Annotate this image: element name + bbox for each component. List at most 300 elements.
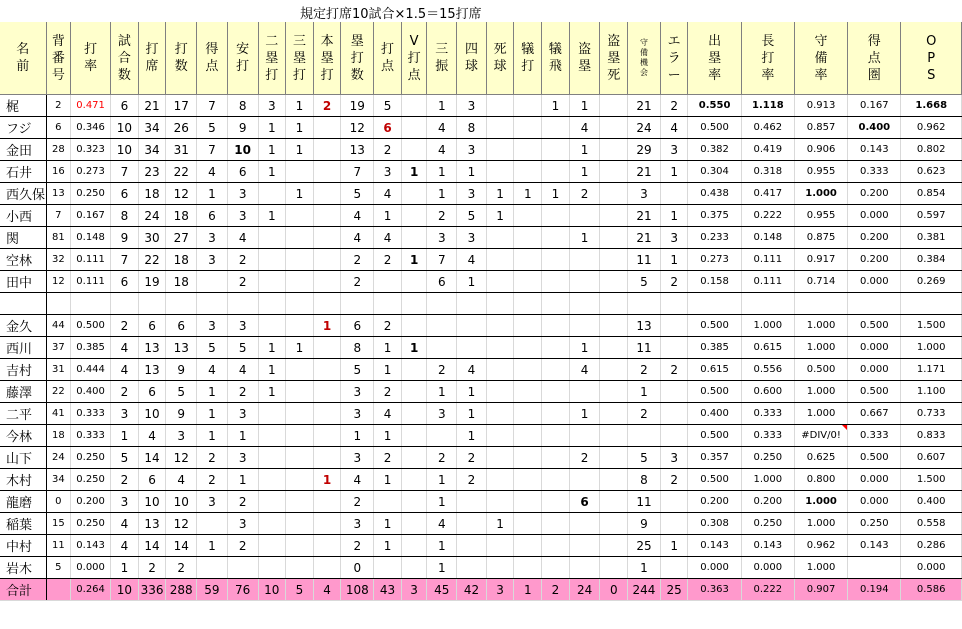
table-cell[interactable]: 2 bbox=[46, 95, 71, 117]
table-cell[interactable] bbox=[401, 271, 427, 293]
table-cell[interactable] bbox=[486, 315, 514, 337]
table-cell[interactable]: 2 bbox=[341, 249, 374, 271]
total-cell[interactable]: 0.586 bbox=[901, 579, 962, 601]
table-cell[interactable] bbox=[514, 513, 542, 535]
table-cell[interactable] bbox=[457, 557, 487, 579]
table-cell[interactable] bbox=[401, 469, 427, 491]
table-cell[interactable]: 0.962 bbox=[794, 535, 847, 557]
table-cell[interactable] bbox=[313, 491, 341, 513]
column-header[interactable] bbox=[688, 22, 741, 95]
table-cell[interactable]: 4 bbox=[111, 535, 139, 557]
table-cell[interactable]: 4 bbox=[197, 359, 228, 381]
total-cell[interactable]: 288 bbox=[166, 579, 197, 601]
table-cell[interactable] bbox=[313, 183, 341, 205]
table-cell[interactable] bbox=[569, 315, 600, 337]
table-cell[interactable]: 0.111 bbox=[741, 249, 794, 271]
table-cell[interactable]: 3 bbox=[457, 227, 487, 249]
table-cell[interactable]: 3 bbox=[628, 183, 661, 205]
table-cell[interactable]: 3 bbox=[341, 513, 374, 535]
table-cell[interactable] bbox=[628, 425, 661, 447]
table-cell[interactable] bbox=[341, 293, 374, 315]
player-name-cell[interactable]: 今林 bbox=[0, 425, 46, 447]
table-cell[interactable] bbox=[660, 557, 688, 579]
player-name-cell[interactable]: 中村 bbox=[0, 535, 46, 557]
table-cell[interactable]: 1.000 bbox=[794, 557, 847, 579]
table-cell[interactable]: 4 bbox=[227, 227, 258, 249]
table-cell[interactable]: 24 bbox=[46, 447, 71, 469]
table-cell[interactable]: 2 bbox=[374, 315, 402, 337]
total-cell[interactable]: 10 bbox=[111, 579, 139, 601]
table-cell[interactable]: 3 bbox=[258, 95, 286, 117]
table-cell[interactable]: 2 bbox=[427, 205, 457, 227]
table-cell[interactable] bbox=[514, 95, 542, 117]
table-cell[interactable]: 37 bbox=[46, 337, 71, 359]
table-cell[interactable]: 4 bbox=[341, 227, 374, 249]
table-cell[interactable]: 1 bbox=[197, 403, 228, 425]
table-cell[interactable]: 1 bbox=[374, 425, 402, 447]
table-cell[interactable]: 3 bbox=[227, 403, 258, 425]
table-cell[interactable] bbox=[542, 139, 570, 161]
table-cell[interactable]: 13 bbox=[46, 183, 71, 205]
table-cell[interactable]: 0.800 bbox=[794, 469, 847, 491]
table-cell[interactable]: 1 bbox=[660, 535, 688, 557]
table-cell[interactable]: 0.111 bbox=[71, 271, 111, 293]
table-cell[interactable] bbox=[286, 513, 314, 535]
table-cell[interactable]: 0.323 bbox=[71, 139, 111, 161]
table-cell[interactable] bbox=[660, 513, 688, 535]
table-cell[interactable] bbox=[542, 447, 570, 469]
table-cell[interactable]: 1 bbox=[660, 205, 688, 227]
table-cell[interactable]: 1.000 bbox=[901, 337, 962, 359]
table-cell[interactable]: 1.171 bbox=[901, 359, 962, 381]
table-cell[interactable]: 0.000 bbox=[848, 337, 901, 359]
table-cell[interactable] bbox=[514, 117, 542, 139]
table-cell[interactable]: 0.200 bbox=[688, 491, 741, 513]
table-cell[interactable] bbox=[401, 513, 427, 535]
table-cell[interactable]: 19 bbox=[138, 271, 166, 293]
table-cell[interactable]: 3 bbox=[374, 161, 402, 183]
table-cell[interactable] bbox=[600, 557, 628, 579]
table-cell[interactable]: 2 bbox=[227, 271, 258, 293]
table-cell[interactable]: 9 bbox=[166, 403, 197, 425]
table-cell[interactable]: 6 bbox=[427, 271, 457, 293]
table-cell[interactable]: 7 bbox=[197, 139, 228, 161]
table-cell[interactable] bbox=[457, 315, 487, 337]
total-cell[interactable]: 3 bbox=[486, 579, 514, 601]
player-name-cell[interactable]: 金田 bbox=[0, 139, 46, 161]
table-cell[interactable]: 6 bbox=[138, 381, 166, 403]
table-cell[interactable]: 0.955 bbox=[794, 205, 847, 227]
table-cell[interactable]: 31 bbox=[46, 359, 71, 381]
table-cell[interactable] bbox=[166, 293, 197, 315]
player-name-cell[interactable]: 田中 bbox=[0, 271, 46, 293]
player-name-cell[interactable]: 関 bbox=[0, 227, 46, 249]
table-cell[interactable]: 8 bbox=[341, 337, 374, 359]
table-cell[interactable] bbox=[313, 205, 341, 227]
table-cell[interactable]: 1 bbox=[486, 205, 514, 227]
table-cell[interactable]: 1 bbox=[628, 381, 661, 403]
table-cell[interactable] bbox=[514, 359, 542, 381]
table-cell[interactable]: 1 bbox=[457, 161, 487, 183]
table-cell[interactable]: 1 bbox=[486, 513, 514, 535]
table-cell[interactable]: 15 bbox=[46, 513, 71, 535]
table-cell[interactable]: 0.385 bbox=[71, 337, 111, 359]
table-cell[interactable]: 1 bbox=[197, 535, 228, 557]
table-cell[interactable] bbox=[542, 315, 570, 337]
table-cell[interactable] bbox=[542, 557, 570, 579]
table-cell[interactable]: 2 bbox=[628, 403, 661, 425]
table-cell[interactable]: 4 bbox=[111, 337, 139, 359]
table-cell[interactable]: 1.100 bbox=[901, 381, 962, 403]
column-header[interactable] bbox=[0, 22, 46, 95]
table-cell[interactable] bbox=[286, 491, 314, 513]
table-cell[interactable]: 2 bbox=[341, 535, 374, 557]
table-cell[interactable] bbox=[313, 161, 341, 183]
table-cell[interactable]: 6 bbox=[227, 161, 258, 183]
column-header[interactable] bbox=[111, 22, 139, 95]
table-cell[interactable]: 3 bbox=[227, 183, 258, 205]
table-cell[interactable]: 41 bbox=[46, 403, 71, 425]
table-cell[interactable]: 7 bbox=[197, 95, 228, 117]
table-cell[interactable]: 0.143 bbox=[848, 139, 901, 161]
table-cell[interactable] bbox=[514, 161, 542, 183]
table-cell[interactable] bbox=[138, 293, 166, 315]
table-cell[interactable]: 0.623 bbox=[901, 161, 962, 183]
table-cell[interactable] bbox=[286, 161, 314, 183]
table-cell[interactable]: 2 bbox=[569, 447, 600, 469]
table-cell[interactable]: 0.111 bbox=[741, 271, 794, 293]
table-cell[interactable] bbox=[514, 403, 542, 425]
table-cell[interactable]: 1 bbox=[286, 337, 314, 359]
table-cell[interactable]: 0.833 bbox=[901, 425, 962, 447]
table-cell[interactable]: 5 bbox=[166, 381, 197, 403]
table-cell[interactable]: 12 bbox=[166, 513, 197, 535]
table-cell[interactable] bbox=[313, 359, 341, 381]
table-cell[interactable]: 2 bbox=[166, 557, 197, 579]
table-cell[interactable] bbox=[313, 535, 341, 557]
table-cell[interactable] bbox=[628, 293, 661, 315]
table-cell[interactable]: 1 bbox=[258, 139, 286, 161]
table-cell[interactable]: 1 bbox=[313, 469, 341, 491]
table-cell[interactable] bbox=[313, 271, 341, 293]
table-cell[interactable]: 0.250 bbox=[71, 513, 111, 535]
table-cell[interactable]: 1 bbox=[427, 161, 457, 183]
table-cell[interactable] bbox=[514, 535, 542, 557]
player-name-cell[interactable]: 西久保 bbox=[0, 183, 46, 205]
table-cell[interactable] bbox=[286, 359, 314, 381]
table-cell[interactable]: 11 bbox=[628, 337, 661, 359]
table-cell[interactable]: 1 bbox=[374, 359, 402, 381]
table-cell[interactable] bbox=[741, 293, 794, 315]
table-cell[interactable]: 0.607 bbox=[901, 447, 962, 469]
table-cell[interactable]: 1 bbox=[427, 381, 457, 403]
player-name-cell[interactable]: 梶 bbox=[0, 95, 46, 117]
table-cell[interactable]: 0.333 bbox=[741, 403, 794, 425]
table-cell[interactable]: 4 bbox=[111, 359, 139, 381]
table-cell[interactable] bbox=[401, 227, 427, 249]
table-cell[interactable]: 1.118 bbox=[741, 95, 794, 117]
table-cell[interactable]: 3 bbox=[427, 403, 457, 425]
table-cell[interactable]: 0.857 bbox=[794, 117, 847, 139]
table-cell[interactable]: 18 bbox=[138, 183, 166, 205]
table-cell[interactable]: 2 bbox=[457, 469, 487, 491]
table-cell[interactable] bbox=[457, 337, 487, 359]
table-cell[interactable]: 2 bbox=[111, 469, 139, 491]
table-cell[interactable]: 2 bbox=[374, 139, 402, 161]
column-header[interactable] bbox=[628, 22, 661, 95]
table-cell[interactable]: 3 bbox=[341, 403, 374, 425]
table-cell[interactable]: 0.615 bbox=[688, 359, 741, 381]
table-cell[interactable]: 3 bbox=[227, 447, 258, 469]
column-header[interactable] bbox=[848, 22, 901, 95]
table-cell[interactable]: 1.000 bbox=[794, 513, 847, 535]
table-cell[interactable]: 3 bbox=[660, 139, 688, 161]
table-cell[interactable]: 3 bbox=[227, 205, 258, 227]
table-cell[interactable]: 0.111 bbox=[71, 249, 111, 271]
table-cell[interactable]: 0.444 bbox=[71, 359, 111, 381]
table-cell[interactable]: 5 bbox=[197, 337, 228, 359]
column-header[interactable] bbox=[197, 22, 228, 95]
table-cell[interactable]: 0.143 bbox=[848, 535, 901, 557]
table-cell[interactable] bbox=[542, 337, 570, 359]
table-cell[interactable] bbox=[660, 315, 688, 337]
table-cell[interactable]: 6 bbox=[138, 315, 166, 337]
table-cell[interactable] bbox=[401, 535, 427, 557]
table-cell[interactable] bbox=[258, 315, 286, 337]
table-cell[interactable] bbox=[401, 557, 427, 579]
table-cell[interactable]: 5 bbox=[111, 447, 139, 469]
total-cell[interactable]: 5 bbox=[286, 579, 314, 601]
table-cell[interactable]: 0.802 bbox=[901, 139, 962, 161]
table-cell[interactable]: 0.143 bbox=[741, 535, 794, 557]
table-cell[interactable]: 3 bbox=[227, 315, 258, 337]
table-cell[interactable] bbox=[542, 469, 570, 491]
table-cell[interactable]: 3 bbox=[197, 227, 228, 249]
table-cell[interactable]: 7 bbox=[111, 249, 139, 271]
table-cell[interactable]: 4 bbox=[660, 117, 688, 139]
table-cell[interactable]: 10 bbox=[111, 117, 139, 139]
total-cell[interactable]: 3 bbox=[401, 579, 427, 601]
table-cell[interactable]: 2 bbox=[111, 381, 139, 403]
player-name-cell[interactable]: 岩木 bbox=[0, 557, 46, 579]
table-cell[interactable]: 0.500 bbox=[848, 447, 901, 469]
table-cell[interactable]: 0.346 bbox=[71, 117, 111, 139]
table-cell[interactable]: 3 bbox=[227, 513, 258, 535]
total-cell[interactable]: 0.264 bbox=[71, 579, 111, 601]
table-cell[interactable]: 30 bbox=[138, 227, 166, 249]
table-cell[interactable]: 13 bbox=[138, 337, 166, 359]
player-name-cell[interactable]: 西川 bbox=[0, 337, 46, 359]
table-cell[interactable]: 3 bbox=[197, 315, 228, 337]
table-cell[interactable]: 2 bbox=[227, 381, 258, 403]
column-header[interactable] bbox=[794, 22, 847, 95]
table-cell[interactable] bbox=[542, 205, 570, 227]
table-cell[interactable] bbox=[401, 95, 427, 117]
table-cell[interactable]: 5 bbox=[227, 337, 258, 359]
table-cell[interactable] bbox=[286, 205, 314, 227]
table-cell[interactable]: 0.400 bbox=[848, 117, 901, 139]
table-cell[interactable] bbox=[197, 557, 228, 579]
table-cell[interactable]: 21 bbox=[628, 161, 661, 183]
table-cell[interactable]: 2 bbox=[227, 491, 258, 513]
table-cell[interactable]: 11 bbox=[628, 491, 661, 513]
table-cell[interactable]: 1 bbox=[542, 95, 570, 117]
total-cell[interactable]: 59 bbox=[197, 579, 228, 601]
table-cell[interactable]: 6 bbox=[341, 315, 374, 337]
player-name-cell[interactable]: 小西 bbox=[0, 205, 46, 227]
table-cell[interactable]: 1 bbox=[569, 227, 600, 249]
table-cell[interactable]: 81 bbox=[46, 227, 71, 249]
player-name-cell[interactable]: 龍磨 bbox=[0, 491, 46, 513]
table-cell[interactable]: 1 bbox=[258, 117, 286, 139]
total-cell[interactable]: 2 bbox=[542, 579, 570, 601]
table-cell[interactable] bbox=[313, 381, 341, 403]
table-cell[interactable]: 14 bbox=[138, 535, 166, 557]
table-cell[interactable]: 6 bbox=[569, 491, 600, 513]
table-cell[interactable] bbox=[794, 293, 847, 315]
total-cell[interactable]: 42 bbox=[457, 579, 487, 601]
table-cell[interactable] bbox=[542, 513, 570, 535]
table-cell[interactable]: 22 bbox=[46, 381, 71, 403]
table-cell[interactable]: 12 bbox=[166, 183, 197, 205]
column-header[interactable] bbox=[46, 22, 71, 95]
table-cell[interactable]: 5 bbox=[628, 271, 661, 293]
table-cell[interactable]: 22 bbox=[166, 161, 197, 183]
table-cell[interactable] bbox=[514, 315, 542, 337]
table-cell[interactable]: 23 bbox=[138, 161, 166, 183]
table-cell[interactable]: 1 bbox=[258, 381, 286, 403]
table-cell[interactable] bbox=[197, 513, 228, 535]
table-cell[interactable]: 5 bbox=[628, 447, 661, 469]
table-cell[interactable] bbox=[286, 469, 314, 491]
table-cell[interactable] bbox=[486, 425, 514, 447]
table-cell[interactable]: 1 bbox=[227, 425, 258, 447]
table-cell[interactable]: 0.955 bbox=[794, 161, 847, 183]
table-cell[interactable]: 0.500 bbox=[688, 315, 741, 337]
table-cell[interactable]: 0.143 bbox=[688, 535, 741, 557]
table-cell[interactable] bbox=[486, 403, 514, 425]
table-cell[interactable]: 1 bbox=[197, 381, 228, 403]
table-cell[interactable]: 2 bbox=[660, 95, 688, 117]
table-cell[interactable] bbox=[258, 491, 286, 513]
table-cell[interactable]: 1 bbox=[457, 271, 487, 293]
table-cell[interactable]: 0.000 bbox=[848, 359, 901, 381]
table-cell[interactable]: 0.375 bbox=[688, 205, 741, 227]
table-cell[interactable]: 0 bbox=[46, 491, 71, 513]
table-cell[interactable] bbox=[258, 403, 286, 425]
table-cell[interactable] bbox=[569, 469, 600, 491]
table-cell[interactable]: 2 bbox=[427, 447, 457, 469]
table-cell[interactable]: 5 bbox=[374, 95, 402, 117]
table-cell[interactable]: 1.000 bbox=[794, 183, 847, 205]
total-cell[interactable] bbox=[46, 579, 71, 601]
table-cell[interactable]: 0.733 bbox=[901, 403, 962, 425]
column-header[interactable] bbox=[227, 22, 258, 95]
player-name-cell[interactable]: 藤澤 bbox=[0, 381, 46, 403]
table-cell[interactable]: 12 bbox=[46, 271, 71, 293]
total-cell[interactable]: 244 bbox=[628, 579, 661, 601]
table-cell[interactable]: 0.318 bbox=[741, 161, 794, 183]
table-cell[interactable]: 2 bbox=[628, 359, 661, 381]
table-cell[interactable] bbox=[313, 425, 341, 447]
table-cell[interactable] bbox=[542, 359, 570, 381]
table-cell[interactable]: 26 bbox=[166, 117, 197, 139]
table-cell[interactable]: 1.500 bbox=[901, 469, 962, 491]
table-cell[interactable]: 1 bbox=[569, 161, 600, 183]
table-cell[interactable]: 5 bbox=[341, 183, 374, 205]
table-cell[interactable]: 7 bbox=[341, 161, 374, 183]
table-cell[interactable]: 1 bbox=[542, 183, 570, 205]
table-cell[interactable]: 11 bbox=[46, 535, 71, 557]
table-cell[interactable]: 1 bbox=[374, 535, 402, 557]
table-cell[interactable] bbox=[486, 117, 514, 139]
table-cell[interactable] bbox=[258, 513, 286, 535]
table-cell[interactable]: 0.158 bbox=[688, 271, 741, 293]
table-cell[interactable]: 19 bbox=[341, 95, 374, 117]
table-cell[interactable]: 0.143 bbox=[71, 535, 111, 557]
table-cell[interactable] bbox=[401, 139, 427, 161]
table-cell[interactable] bbox=[111, 293, 139, 315]
table-cell[interactable]: 10 bbox=[227, 139, 258, 161]
table-cell[interactable] bbox=[542, 491, 570, 513]
table-cell[interactable]: 1 bbox=[197, 425, 228, 447]
table-cell[interactable] bbox=[569, 425, 600, 447]
table-cell[interactable]: 1 bbox=[286, 95, 314, 117]
table-cell[interactable]: 2 bbox=[569, 183, 600, 205]
table-cell[interactable]: 1 bbox=[258, 359, 286, 381]
table-cell[interactable]: 18 bbox=[46, 425, 71, 447]
table-cell[interactable]: 10 bbox=[111, 139, 139, 161]
table-cell[interactable] bbox=[569, 381, 600, 403]
table-cell[interactable]: 0.000 bbox=[741, 557, 794, 579]
table-cell[interactable] bbox=[258, 557, 286, 579]
table-cell[interactable]: 5 bbox=[457, 205, 487, 227]
table-cell[interactable] bbox=[660, 381, 688, 403]
table-cell[interactable]: 0.273 bbox=[71, 161, 111, 183]
table-cell[interactable] bbox=[0, 293, 46, 315]
table-cell[interactable] bbox=[286, 227, 314, 249]
table-cell[interactable]: 0.917 bbox=[794, 249, 847, 271]
table-cell[interactable] bbox=[486, 381, 514, 403]
table-cell[interactable] bbox=[227, 293, 258, 315]
table-cell[interactable]: 4 bbox=[569, 359, 600, 381]
table-cell[interactable] bbox=[569, 535, 600, 557]
table-cell[interactable]: 3 bbox=[341, 447, 374, 469]
table-cell[interactable]: 8 bbox=[111, 205, 139, 227]
table-cell[interactable]: 3 bbox=[111, 491, 139, 513]
table-cell[interactable]: 1 bbox=[427, 469, 457, 491]
table-cell[interactable]: 0.558 bbox=[901, 513, 962, 535]
table-cell[interactable]: 0.357 bbox=[688, 447, 741, 469]
table-cell[interactable]: 1 bbox=[427, 535, 457, 557]
table-cell[interactable] bbox=[600, 315, 628, 337]
column-header[interactable] bbox=[486, 22, 514, 95]
table-cell[interactable]: 18 bbox=[166, 271, 197, 293]
table-cell[interactable] bbox=[542, 535, 570, 557]
table-cell[interactable]: 1 bbox=[374, 513, 402, 535]
table-cell[interactable]: 2 bbox=[341, 491, 374, 513]
table-cell[interactable]: 0.000 bbox=[848, 469, 901, 491]
table-cell[interactable]: 13 bbox=[138, 513, 166, 535]
table-cell[interactable]: 27 bbox=[166, 227, 197, 249]
table-cell[interactable] bbox=[514, 227, 542, 249]
table-cell[interactable]: 2 bbox=[660, 469, 688, 491]
table-cell[interactable] bbox=[486, 161, 514, 183]
table-cell[interactable]: 0.500 bbox=[688, 469, 741, 491]
table-cell[interactable]: 0.962 bbox=[901, 117, 962, 139]
table-cell[interactable] bbox=[660, 491, 688, 513]
table-cell[interactable] bbox=[401, 491, 427, 513]
